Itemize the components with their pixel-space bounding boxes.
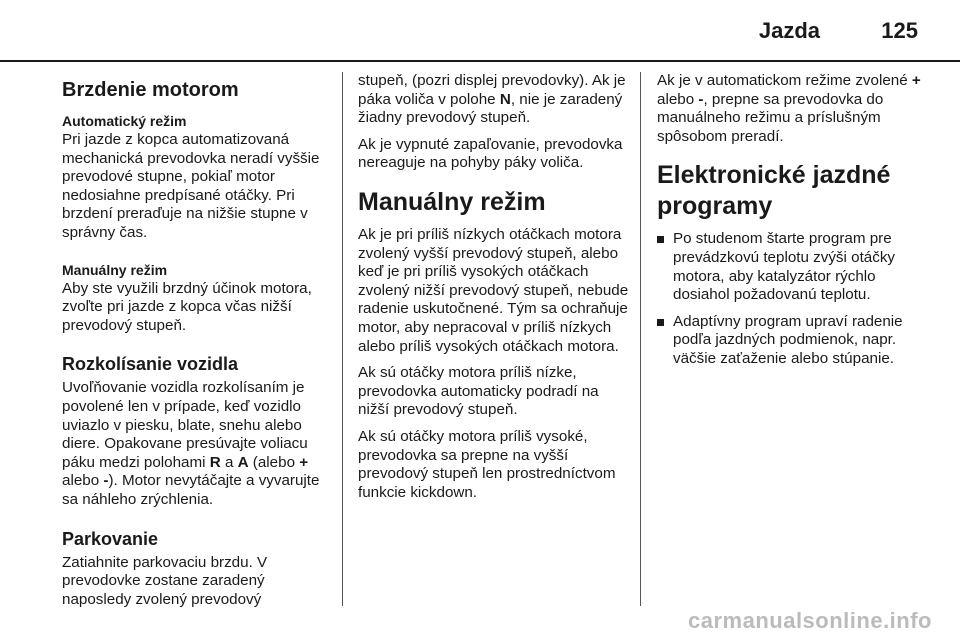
column-3 [657,72,929,377]
paragraph-auto-to-manual: Ak je v automatickom režime zvolené + alebo -, prepne sa prevodovka do manuálneho režimu a príslušným spôsobom preradí. [657,72,921,145]
paragraph-automatic-mode: Pri jazde z kopca automatizovaná mechanická prevodovka neradí vyššie prevodové stupne, pokiaľ motor nedosiahne predpísané otáčky. Pri brzdení preraďuje na nižšie stupne v správny čas. [62,131,320,241]
column-1 [62,72,334,617]
list-item: Adaptívny program upraví radenie podľa jazdných podmienok, napr. väčšie zaťaženie alebo stúpanie. [657,313,929,369]
paragraph-ignition-off: Ak je vypnuté zapaľovanie, prevodovka nereaguje na pohyby páky voliča. [358,135,623,172]
bullet-square-icon [657,236,664,243]
subheading-automatic-mode: Automatický režim [62,113,187,129]
column-divider [640,72,641,606]
paragraph-rocking-vehicle: Uvoľňovanie vozidla rozkolísaním je povolené len v prípade, keď vozidlo uviazlo v piesku, blate, snehu alebo diere. Opakovane presúvajte voliacu páku medzi polohami R a A (alebo + alebo -). Motor nevytáčajte a vyvarujte sa náhleho zrýchlenia. [62,379,320,508]
column-2 [358,72,630,510]
page-header [0,0,960,62]
heading-rocking-vehicle: Rozkolísanie vozidla [62,354,239,375]
subheading-manual-mode: Manuálny režim [62,261,168,278]
heading-engine-braking: Brzdenie motorom [62,79,239,101]
section-title: Jazda [758,18,820,43]
paragraph-manual-low-rpm: Ak sú otáčky motora príliš nízke, prevodovka automaticky podradí na nižší prevodový stupeň. [358,364,599,419]
list-item: Po studenom štarte program pre prevádzkovú teplotu zvýši otáčky motora, aby katalyzátor rýchlo dosiahol požadovanú teplotu. [657,230,929,304]
paragraph-manual-high-rpm: Ak sú otáčky motora príliš vysoké, prevodovka sa prepne na vyšší prevodový stupeň len prostredníctvom funkcie kickdown. [358,427,616,501]
paragraph-parking: Zatiahnite parkovaciu brzdu. V prevodovke zostane zaradený naposledy zvolený prevodový [62,553,268,608]
column-divider [342,72,343,606]
bullet-square-icon [657,319,664,326]
paragraph-manual-mode: Aby ste využili brzdný účinok motora, zvoľte pri jazde z kopca včas nižší prevodový stupeň. [62,279,312,334]
page-number: 125 [881,18,918,43]
heading-electronic-programs: Elektronické jazdné programy [657,161,891,221]
heading-parking: Parkovanie [62,528,159,549]
paragraph-parking-continued: stupeň, (pozri displej prevodovky). Ak je páka voliča v polohe N, nie je zaradený žiadny prevodový stupeň. [358,72,626,127]
heading-manual-mode: Manuálny režim [358,187,546,216]
paragraph-manual-low-high: Ak je pri príliš nízkych otáčkach motora zvolený vyšší prevodový stupeň, alebo keď je pri príliš vysokých otáčkach zvolený nižší prevodový stupeň, nebude radenie uskutočnené. Tým sa ochraňuje motor, aby nepracoval v príliš nízkych alebo príliš vysokých otáčkach motora. [358,225,629,355]
watermark: carmanualsonline.info [688,608,932,633]
